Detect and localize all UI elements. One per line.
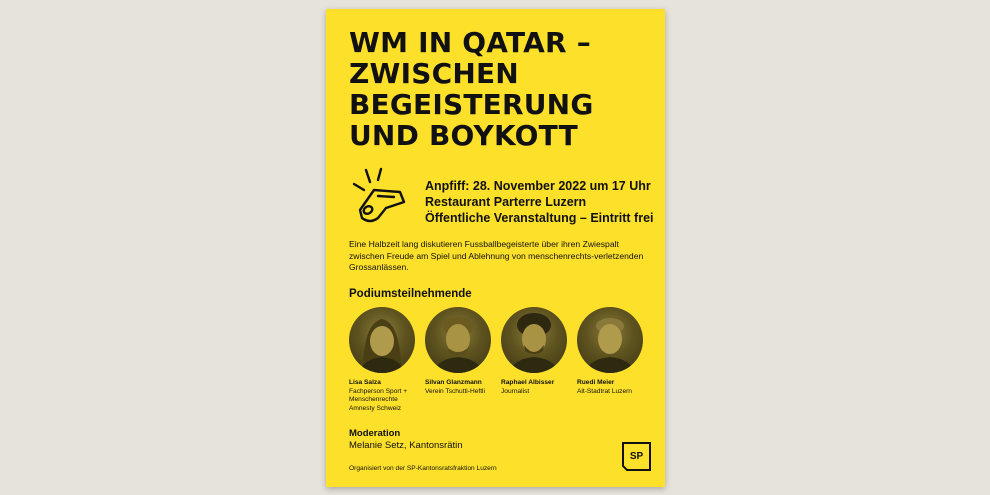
- panelist-photo: [501, 307, 567, 373]
- moderation-value: Melanie Setz, Kantonsrätin: [349, 440, 463, 451]
- event-location: Restaurant Parterre Luzern: [425, 195, 587, 209]
- panelist-role: Verein Tschutti-Heftli: [425, 387, 485, 395]
- sp-logo-text: SP: [629, 451, 644, 462]
- event-kickoff: Anpfiff: 28. November 2022 um 17 Uhr: [425, 179, 651, 193]
- panelist-card: [577, 307, 649, 396]
- panelist-card: [425, 307, 497, 396]
- title-line-3: BEGEISTERUNG: [349, 88, 594, 121]
- panelist-name: Silvan Glanzmann: [425, 379, 482, 386]
- title-line-2: ZWISCHEN: [349, 57, 519, 90]
- event-description: Eine Halbzeit lang diskutieren Fussballbegeisterte über ihren Zwiespalt zwischen Freude am Spiel und Ablehnung von menschenrechts-verletzenden Grossanlässen.: [349, 239, 644, 272]
- panelist-role: Alt-Stadtrat Luzern: [577, 387, 632, 395]
- title-line-1: WM IN QATAR –: [349, 26, 591, 59]
- panelist-list: [349, 307, 649, 417]
- event-admission: Öffentliche Veranstaltung – Eintritt frei: [425, 211, 654, 225]
- panelist-card: [501, 307, 573, 396]
- panelist-name: Ruedi Meier: [577, 379, 615, 386]
- panelist-card: [349, 307, 421, 413]
- panelist-role: Journalist: [501, 387, 530, 395]
- panelist-photo: [425, 307, 491, 373]
- moderation-heading: Moderation: [349, 428, 401, 439]
- organizer-note: Organisiert von der SP-Kantonsratsfraktion Luzern: [349, 465, 497, 472]
- sp-logo: [621, 441, 652, 472]
- event-details: [425, 178, 654, 226]
- poster-title: [349, 27, 649, 151]
- event-poster: [326, 9, 665, 487]
- panelist-photo: [349, 307, 415, 373]
- panelist-photo: [577, 307, 643, 373]
- panelist-role: Fachperson Sport + Menschenrechte Amnesty Schweiz: [349, 387, 408, 412]
- panelist-name: Raphael Albisser: [501, 379, 555, 386]
- title-line-4: UND BOYKOTT: [349, 119, 578, 152]
- panelist-name: Lisa Salza: [349, 379, 381, 386]
- panel-heading: Podiumsteilnehmende: [349, 288, 472, 300]
- whistle-icon: [348, 166, 410, 224]
